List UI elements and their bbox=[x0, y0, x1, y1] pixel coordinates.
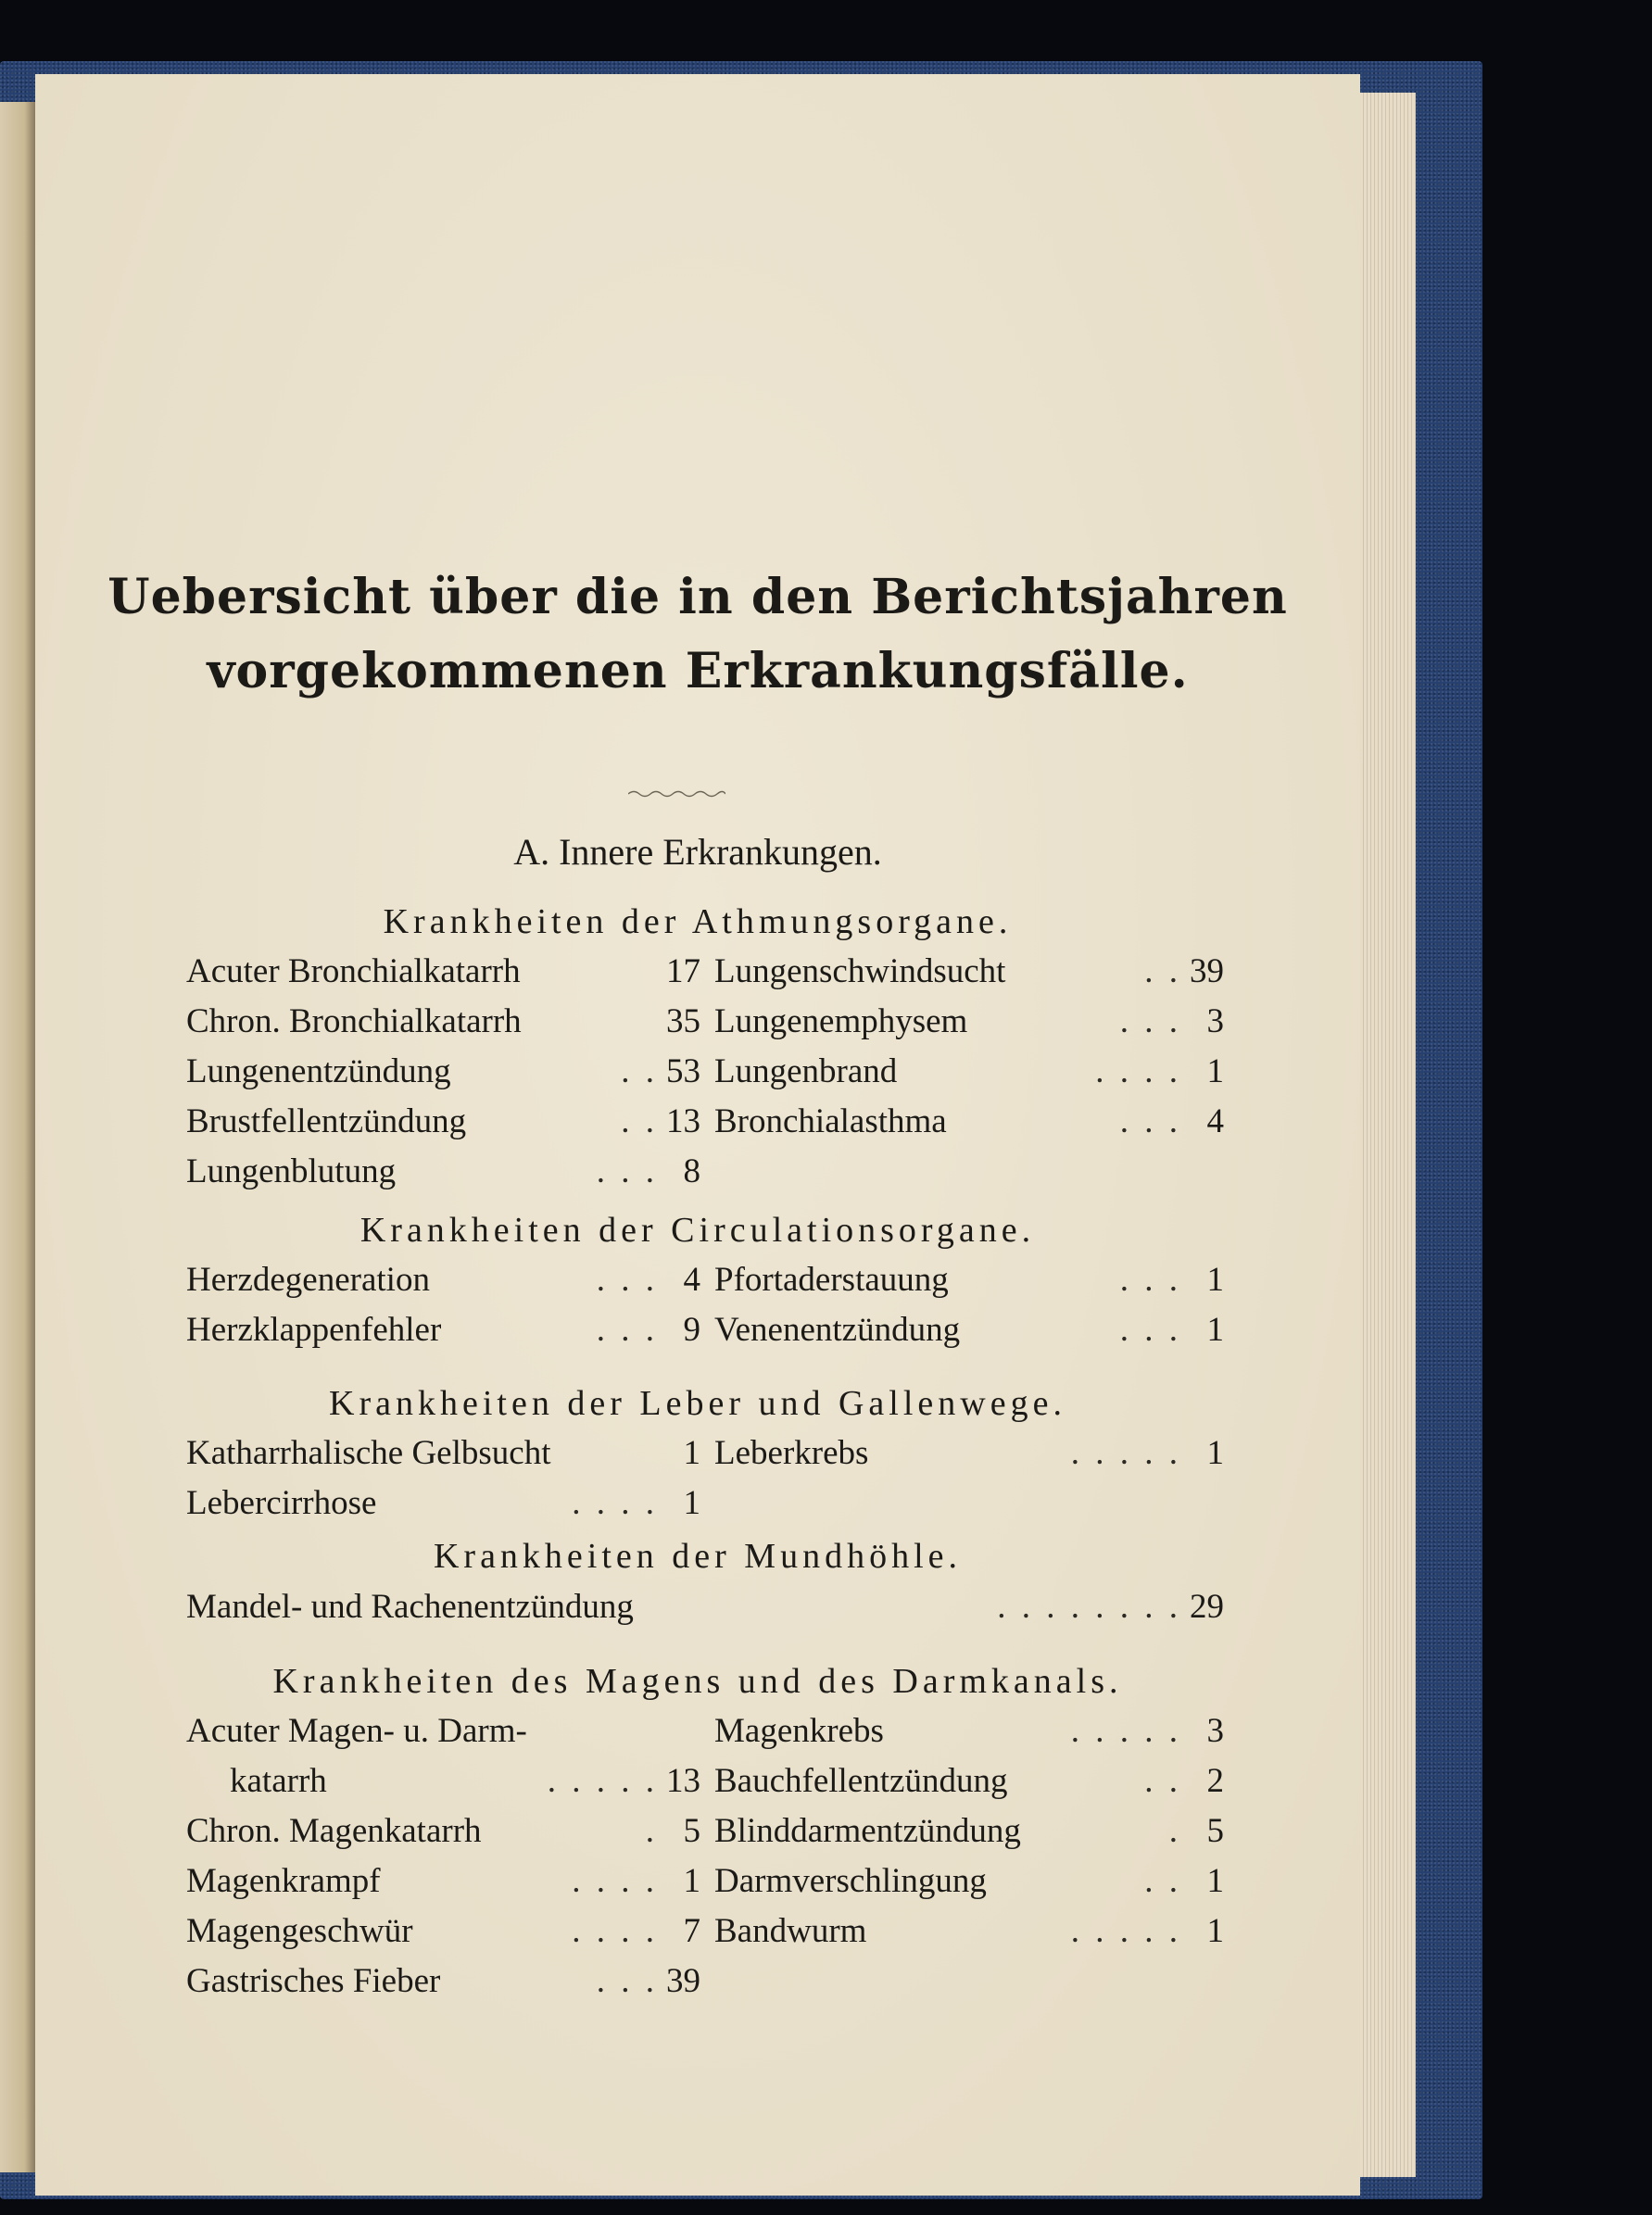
disease-name: Gastrisches Fieber bbox=[186, 1962, 441, 2000]
disease-name: Bandwurm bbox=[714, 1912, 867, 1950]
disease-name: Herzdegeneration bbox=[186, 1261, 430, 1299]
table-row bbox=[186, 1708, 700, 1755]
case-count: 4 bbox=[683, 1261, 700, 1299]
table-row bbox=[714, 1808, 1224, 1855]
dot-leader: . bbox=[645, 1812, 658, 1850]
table-row bbox=[186, 1149, 700, 1195]
page-stack-edge bbox=[1353, 93, 1416, 2177]
case-count: 5 bbox=[683, 1812, 700, 1850]
dot-leader: . . bbox=[1144, 1762, 1181, 1800]
title-divider bbox=[628, 789, 725, 799]
dot-leader: . . . . . bbox=[547, 1762, 658, 1800]
case-count: 9 bbox=[683, 1311, 700, 1349]
disease-name: Lebercirrhose bbox=[186, 1484, 377, 1522]
dot-leader: . . . bbox=[1119, 1261, 1181, 1299]
case-count: 29 bbox=[1190, 1588, 1224, 1626]
case-count: 39 bbox=[666, 1962, 700, 2000]
table-row bbox=[714, 1099, 1224, 1145]
table-row bbox=[186, 1808, 700, 1855]
table-row bbox=[714, 1708, 1224, 1755]
dot-leader: . . . . bbox=[572, 1862, 658, 1900]
dot-leader: . . . bbox=[1119, 1002, 1181, 1040]
disease-name: Leberkrebs bbox=[714, 1434, 869, 1472]
case-count: 8 bbox=[683, 1152, 700, 1190]
case-count: 39 bbox=[1190, 952, 1224, 990]
case-count: 1 bbox=[1206, 1261, 1224, 1299]
case-count: 4 bbox=[1206, 1102, 1224, 1140]
table-row bbox=[714, 1257, 1224, 1303]
table-row bbox=[186, 1099, 700, 1145]
dot-leader: . . . bbox=[596, 1261, 658, 1299]
case-count: 2 bbox=[1206, 1762, 1224, 1800]
dot-leader: . . . . . . . . bbox=[997, 1588, 1181, 1626]
table-row bbox=[186, 1958, 700, 2005]
disease-name: Lungenentzündung bbox=[186, 1052, 451, 1090]
dot-leader: . . bbox=[1144, 952, 1181, 990]
dot-leader: . . . bbox=[1119, 1311, 1181, 1349]
table-row bbox=[186, 999, 700, 1045]
left-page-edge bbox=[0, 102, 35, 2172]
disease-name: Venenentzündung bbox=[714, 1311, 961, 1349]
disease-name: Lungenblutung bbox=[186, 1152, 397, 1190]
table-row bbox=[714, 1049, 1224, 1095]
case-count: 35 bbox=[666, 1002, 700, 1040]
disease-name: Lungenschwindsucht bbox=[714, 952, 1006, 990]
table-row bbox=[714, 1307, 1224, 1353]
group-heading: Krankheiten der Circulationsorgane. bbox=[359, 1211, 1036, 1250]
dot-leader: . . . . bbox=[572, 1484, 658, 1522]
group-heading: Krankheiten der Mundhöhle. bbox=[433, 1537, 963, 1576]
disease-name: Bauchfellentzündung bbox=[714, 1762, 1008, 1800]
dot-leader: . . bbox=[621, 1052, 658, 1090]
book-page bbox=[35, 74, 1360, 2196]
disease-name: Acuter Bronchialkatarrh bbox=[186, 952, 521, 990]
disease-name: Bronchialasthma bbox=[714, 1102, 947, 1140]
disease-name: Magenkrampf bbox=[186, 1862, 381, 1900]
disease-name: Chron. Bronchialkatarrh bbox=[186, 1002, 522, 1040]
table-row bbox=[714, 1908, 1224, 1955]
case-count: 7 bbox=[683, 1912, 700, 1950]
table-row bbox=[186, 1908, 700, 1955]
dot-leader: . . . . . bbox=[1070, 1434, 1181, 1472]
dot-leader: . . . . . bbox=[1070, 1912, 1181, 1950]
case-count: 1 bbox=[683, 1862, 700, 1900]
section-heading: A. Innere Erkrankungen. bbox=[513, 831, 882, 873]
disease-name: katarrh bbox=[230, 1762, 327, 1800]
group-heading: Krankheiten der Athmungsorgane. bbox=[383, 902, 1013, 941]
dot-leader: . . . bbox=[1119, 1102, 1181, 1140]
table-row bbox=[714, 1430, 1224, 1477]
table-row bbox=[186, 1480, 700, 1527]
disease-name: Acuter Magen- u. Darm- bbox=[186, 1712, 527, 1750]
case-count: 1 bbox=[1206, 1862, 1224, 1900]
title-line-1: Uebersicht über die in den Berichtsjahren bbox=[107, 569, 1288, 625]
dot-leader: . . . bbox=[596, 1311, 658, 1349]
case-count: 1 bbox=[683, 1484, 700, 1522]
case-count: 1 bbox=[1206, 1052, 1224, 1090]
dot-leader: . . . . bbox=[1095, 1052, 1181, 1090]
table-row bbox=[186, 1858, 700, 1905]
disease-name: Chron. Magenkatarrh bbox=[186, 1812, 482, 1850]
disease-name: Magenkrebs bbox=[714, 1712, 884, 1750]
disease-name: Darmverschlingung bbox=[714, 1862, 987, 1900]
table-row bbox=[186, 949, 700, 995]
case-count: 53 bbox=[666, 1052, 700, 1090]
table-row bbox=[714, 999, 1224, 1045]
table-row bbox=[714, 1758, 1224, 1805]
case-count: 1 bbox=[683, 1434, 700, 1472]
case-count: 5 bbox=[1206, 1812, 1224, 1850]
group-heading: Krankheiten der Leber und Gallenwege. bbox=[329, 1384, 1066, 1423]
case-count: 13 bbox=[666, 1762, 700, 1800]
case-count: 17 bbox=[666, 952, 700, 990]
table-row bbox=[186, 1584, 1224, 1630]
table-row bbox=[186, 1257, 700, 1303]
dot-leader: . . . . . bbox=[1070, 1712, 1181, 1750]
table-row bbox=[714, 949, 1224, 995]
dot-leader: . . bbox=[621, 1102, 658, 1140]
case-count: 1 bbox=[1206, 1434, 1224, 1472]
dot-leader: . . . bbox=[596, 1962, 658, 2000]
disease-name: Katharrhalische Gelbsucht bbox=[186, 1434, 551, 1472]
case-count: 1 bbox=[1206, 1311, 1224, 1349]
dot-leader: . bbox=[1168, 1812, 1181, 1850]
title-line-2: vorgekommenen Erkrankungsfälle. bbox=[207, 643, 1189, 699]
disease-name: Mandel- und Rachenentzündung bbox=[186, 1588, 634, 1626]
case-count: 13 bbox=[666, 1102, 700, 1140]
table-row bbox=[230, 1758, 700, 1805]
group-heading: Krankheiten des Magens und des Darmkanals. bbox=[272, 1662, 1123, 1701]
case-count: 3 bbox=[1206, 1712, 1224, 1750]
dot-leader: . . . bbox=[596, 1152, 658, 1190]
dot-leader: . . bbox=[1144, 1862, 1181, 1900]
table-row bbox=[186, 1307, 700, 1353]
disease-name: Lungenbrand bbox=[714, 1052, 898, 1090]
disease-name: Magengeschwür bbox=[186, 1912, 413, 1950]
dot-leader: . . . . bbox=[572, 1912, 658, 1950]
disease-name: Pfortaderstauung bbox=[714, 1261, 949, 1299]
disease-name: Herzklappenfehler bbox=[186, 1311, 442, 1349]
table-row bbox=[186, 1049, 700, 1095]
page-title bbox=[35, 560, 1360, 709]
disease-name: Brustfellentzündung bbox=[186, 1102, 467, 1140]
table-row bbox=[186, 1430, 700, 1477]
case-count: 1 bbox=[1206, 1912, 1224, 1950]
disease-name: Lungenemphysem bbox=[714, 1002, 968, 1040]
table-row bbox=[714, 1858, 1224, 1905]
disease-name: Blinddarmentzündung bbox=[714, 1812, 1021, 1850]
case-count: 3 bbox=[1206, 1002, 1224, 1040]
